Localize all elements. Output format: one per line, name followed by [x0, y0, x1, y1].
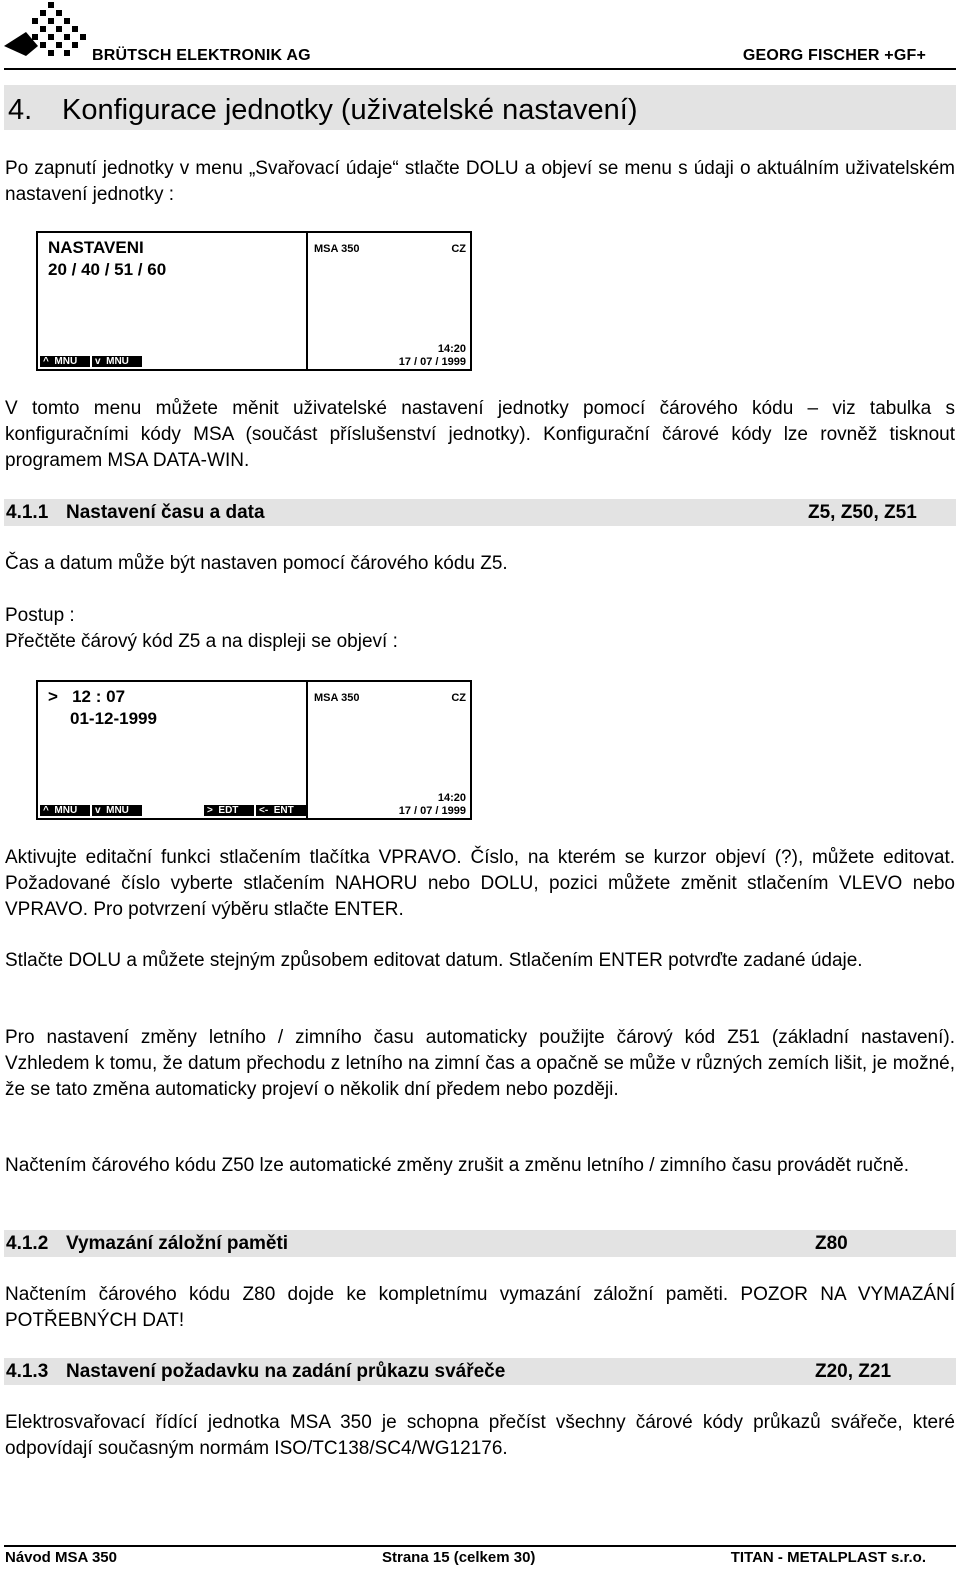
section-413-codes: Z20, Z21 [815, 1361, 892, 1382]
section-411-paragraph-4: Stlačte DOLU a můžete stejným způsobem editovat datum. Stlačením ENTER potvrďte zadané údaje. [5, 950, 863, 971]
chapter-title: Konfigurace jednotky (uživatelské nastavení) [62, 94, 638, 126]
section-411-paragraph-2: Přečtěte čárový kód Z5 a na displeji se objeví : [5, 631, 398, 652]
section-411-paragraph-6: Načtením čárového kódu Z50 lze automatické změny zrušit a změnu letního / zimního času provádět ručně. [5, 1155, 910, 1176]
section-412-paragraph-1: Načtením čárového kódu Z80 dojde ke kompletnímu vymazání záložní paměti. POZOR NA VYMAZÁNÍ POTŘEBNÝCH DAT! [5, 1284, 955, 1331]
footer-left: Návod MSA 350 [5, 1549, 117, 1566]
softkey-menu-up: ^ MNU [40, 805, 90, 816]
lcd-line-1: > 12 : 07 [48, 687, 126, 706]
section-411-codes: Z5, Z50, Z51 [808, 502, 917, 523]
lcd-line-1: NASTAVENI [48, 238, 144, 257]
section-411-paragraph-3: Aktivujte editační funkci stlačením tlačítka VPRAVO. Číslo, na kterém se kurzor objeví (?), můžete editovat. Požadované číslo vyberte stlačením NAHORU nebo DOLU, pozici můžete změnit stlačením VLEVO nebo VPRAVO. Pro potvrzení výběru stlačte ENTER. [5, 847, 955, 920]
section-411-title: Nastavení času a data [66, 502, 265, 523]
section-413-title: Nastavení požadavku na zadání průkazu svářeče [66, 1361, 506, 1382]
section-411-paragraph-1: Čas a datum může být nastaven pomocí čárového kódu Z5. [5, 553, 508, 574]
barcode-paragraph: V tomto menu můžete měnit uživatelské nastavení jednotky pomocí čárového kódu – viz tabulka s konfiguračními kódy MSA (součást příslušenství jednotky). Konfigurační čárové kódy lze rovněž tisknout programem MSA DATA-WIN. [5, 398, 955, 471]
lcd-line-2: 20 / 40 / 51 / 60 [48, 260, 167, 279]
footer-divider [4, 1545, 956, 1547]
section-411-paragraph-5: Pro nastavení změny letního / zimního času automaticky použijte čárový kód Z51 (základní nastavení). Vzhledem k tomu, že datum přechodu z letního na zimní čas a opačně se může v různých zemích lišit, je možné, že se tato změna automaticky projeví o několik dní předem nebo později. [5, 1027, 955, 1100]
softkey-edit: > EDT [204, 805, 254, 816]
lcd-display-settings [36, 231, 472, 371]
lcd-model: MSA 350 [314, 243, 360, 255]
lcd-language: CZ [451, 692, 466, 704]
section-411-number: 4.1.1 [6, 502, 49, 523]
lcd-display-time-edit [36, 680, 472, 820]
company-name-right: GEORG FISCHER +GF+ [742, 47, 926, 64]
footer-right: TITAN - METALPLAST s.r.o. [730, 1549, 926, 1566]
section-413-paragraph-1: Elektrosvařovací řídící jednotka MSA 350 je schopna přečíst všechny čárové kódy průkazů svářeče, které odpovídají současným normám ISO/TC138/SC4/WG12176. [5, 1412, 955, 1459]
lcd-time: 14:20 [437, 792, 466, 804]
company-logo-icon [4, 2, 88, 62]
company-name-left: BRÜTSCH ELEKTRONIK AG [92, 47, 311, 64]
footer-page: Strana 15 (celkem 30) [382, 1549, 536, 1566]
lcd-model: MSA 350 [314, 692, 360, 704]
softkey-enter: <- ENT [256, 805, 306, 816]
lcd-time: 14:20 [437, 343, 466, 355]
lcd-date: 17 / 07 / 1999 [398, 356, 466, 368]
lcd-divider [306, 682, 308, 818]
softkey-menu-down: v MNU [92, 356, 142, 367]
section-411-postup: Postup : [5, 605, 75, 626]
softkey-menu-down: v MNU [92, 805, 142, 816]
lcd-date: 17 / 07 / 1999 [398, 805, 466, 817]
lcd-line-2: 01-12-1999 [70, 709, 157, 728]
section-413-number: 4.1.3 [6, 1361, 49, 1382]
lcd-divider [306, 233, 308, 369]
softkey-menu-up: ^ MNU [40, 356, 90, 367]
header-divider [4, 68, 956, 70]
section-412-codes: Z80 [815, 1233, 848, 1254]
intro-paragraph: Po zapnutí jednotky v menu „Svařovací údaje“ stlačte DOLU a objeví se menu s údaji o aktuálním uživatelském nastavení jednotky : [5, 158, 955, 205]
chapter-number: 4. [8, 94, 33, 126]
section-412-title: Vymazání záložní paměti [66, 1233, 289, 1254]
lcd-language: CZ [451, 243, 466, 255]
section-412-number: 4.1.2 [6, 1233, 49, 1254]
